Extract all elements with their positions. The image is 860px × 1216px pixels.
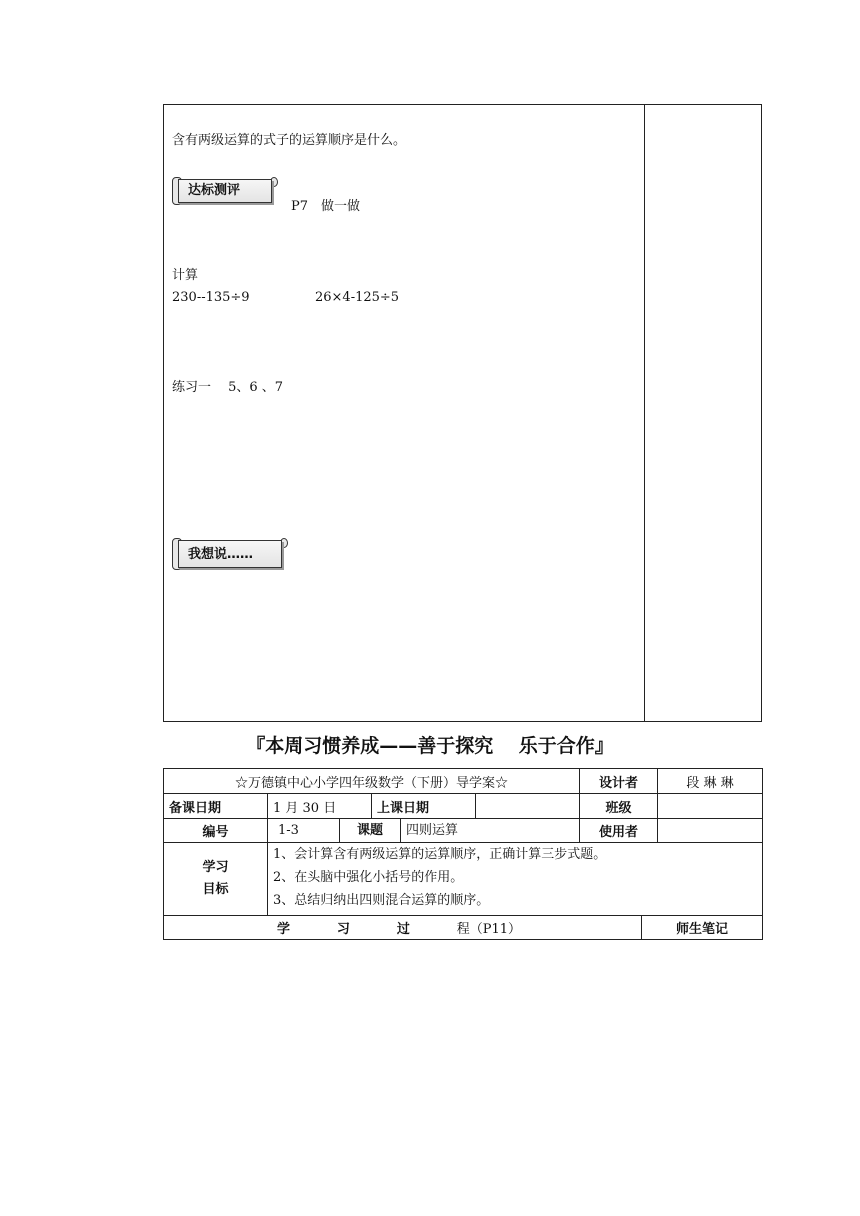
user-value — [658, 819, 763, 843]
class-date-label: 上课日期 — [372, 794, 476, 819]
prep-date-value: 1 月 30 日 — [268, 794, 372, 819]
number-topic-cell — [268, 819, 580, 843]
objectives-label — [164, 843, 268, 916]
calc-label: 计算 — [172, 268, 199, 283]
textbook-reference: P7 做一做 — [291, 199, 361, 214]
prep-date-label: 备课日期 — [164, 794, 268, 819]
objectives-list — [268, 843, 763, 916]
expression-1: 230--135÷9 — [172, 290, 250, 305]
process-char: 学 — [277, 922, 291, 937]
objective-item: 1、会计算含有两级运算的运算顺序，正确计算三步式题。 — [273, 847, 607, 862]
expression-2: 26×4-125÷5 — [315, 290, 400, 305]
designer-name: 段 琳 琳 — [658, 769, 763, 794]
lesson-info-table — [163, 768, 763, 940]
reflection-banner — [172, 538, 288, 570]
process-char: 习 — [336, 922, 350, 937]
topic-value: 四则运算 — [406, 823, 459, 838]
process-char: 程（P11） — [456, 922, 522, 937]
objective-item: 2、在头脑中强化小括号的作用。 — [273, 870, 464, 885]
objectives-label-line: 目标 — [202, 882, 229, 897]
table-title: ☆万德镇中心小学四年级数学（下册）导学案☆ — [164, 769, 580, 794]
objectives-label-line: 学习 — [202, 860, 229, 875]
topic-label: 课题 — [340, 819, 401, 842]
user-label: 使用者 — [580, 819, 658, 843]
notes-column-divider — [644, 104, 645, 722]
objective-item: 3、总结归纳出四则混合运算的顺序。 — [273, 893, 490, 908]
number-value: 1-3 — [268, 819, 340, 842]
notes-label: 师生笔记 — [642, 916, 763, 940]
designer-label: 设计者 — [580, 769, 658, 794]
exercise-text: 练习一 5、6 、7 — [172, 380, 284, 395]
habit-heading: 『本周习惯养成——善于探究 乐于合作』 — [246, 735, 614, 757]
number-label: 编号 — [164, 819, 268, 843]
assessment-banner-label: 达标测评 — [188, 183, 241, 198]
class-value — [658, 794, 763, 819]
process-header — [164, 916, 642, 940]
question-text: 含有两级运算的式子的运算顺序是什么。 — [172, 133, 407, 148]
reflection-banner-label: 我想说…… — [188, 547, 254, 562]
class-label: 班级 — [580, 794, 658, 819]
class-date-value — [476, 794, 580, 819]
process-char: 过 — [396, 922, 410, 937]
assessment-banner — [172, 177, 278, 205]
